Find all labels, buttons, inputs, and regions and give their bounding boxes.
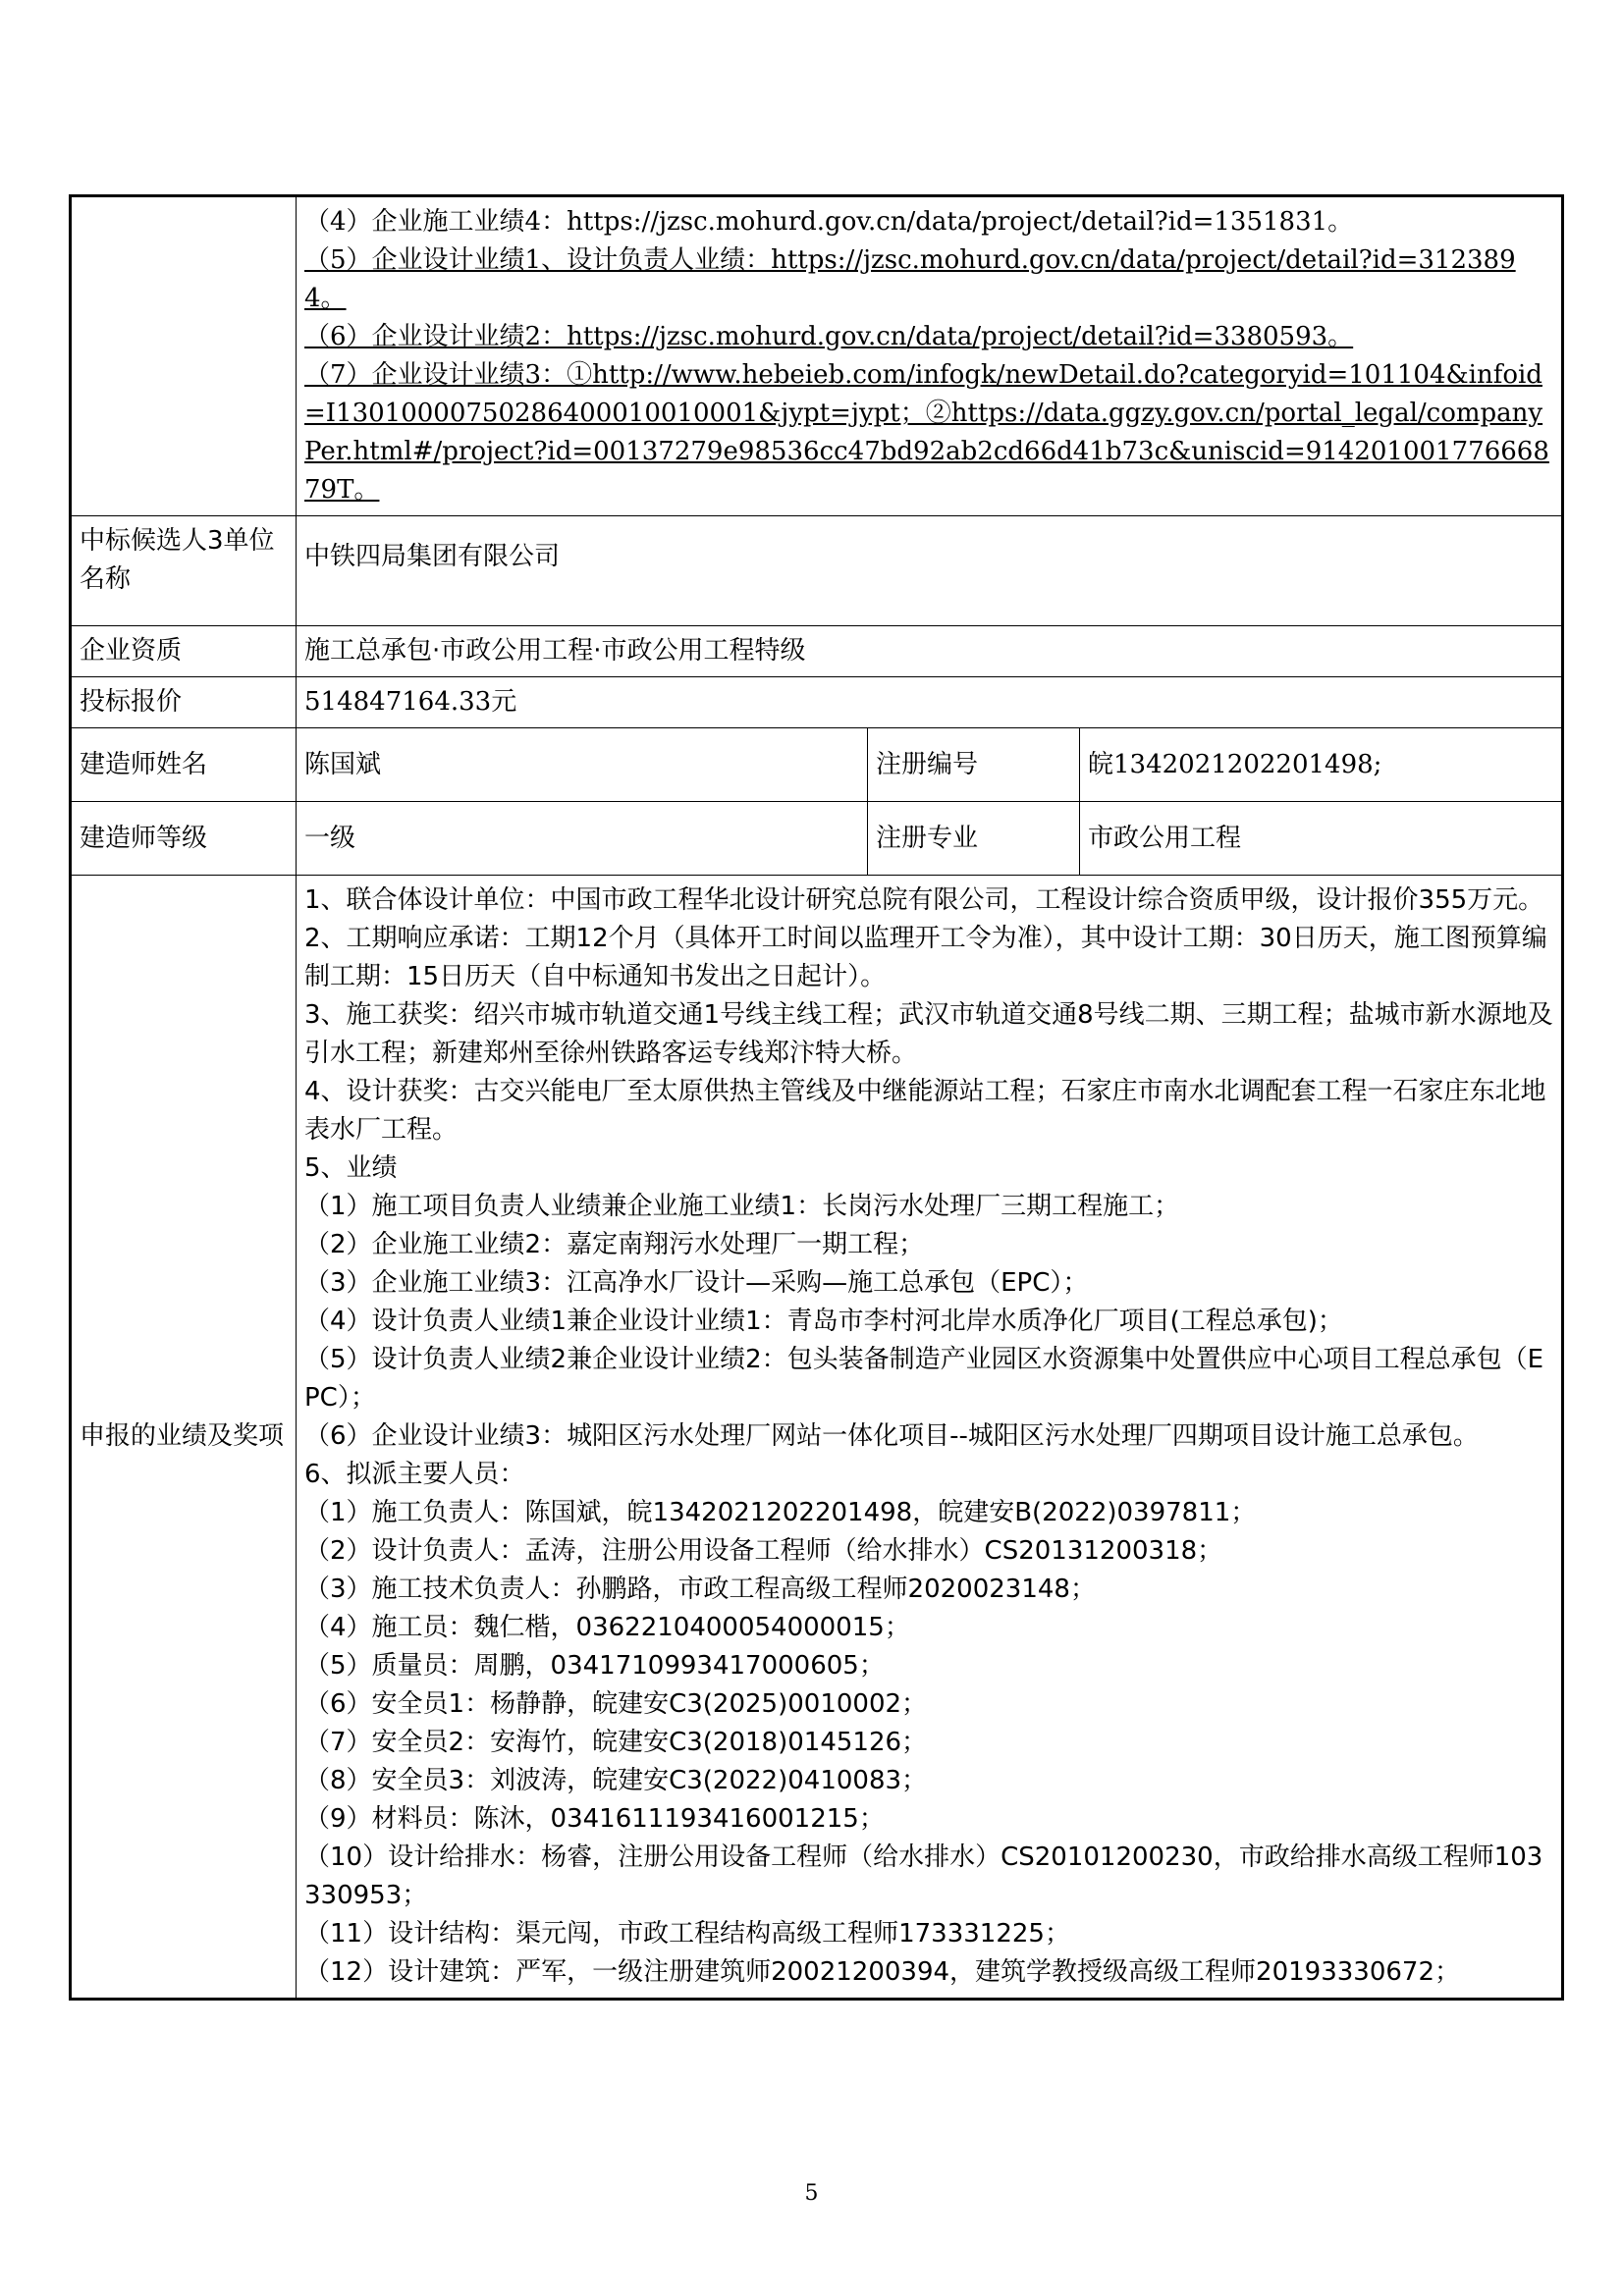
prev-line-4[interactable]: （7）企业设计业绩3：①http://www.hebeieb.com/infogk/newDetail.do?categoryid=101104&infoid=I13010000750286400010010001&jypt=jypt；②https://data.ggzy.gov.cn/portal_legal/companyPer.html#/project?id=00137279e98536cc47bd92ab2cd66d41b73c&uniscid=91420100177666879T。 [304,360,1549,505]
builder-level-value: 一级 [297,802,868,876]
level-row [71,802,1563,876]
qualification-label: 企业资质 [71,626,297,677]
perf-line-7: （2）企业施工业绩2：嘉定南翔污水处理厂一期工程； [304,1230,925,1259]
candidate-name-value: 中铁四局集团有限公司 [297,516,1563,626]
prev-performance-cell [297,196,1563,516]
perf-line-2: 2、工期响应承诺：工期12个月（具体开工时间以监理开工令为准），其中设计工期：30日历天，施工图预算编制工期：15日历天（自中标通知书发出之日起计）。 [304,924,1547,991]
builder-row [71,728,1563,802]
reg-major-label: 注册专业 [868,802,1080,876]
candidate-name-label: 中标候选人3单位名称 [71,516,297,626]
perf-line-4: 4、设计获奖：古交兴能电厂至太原供热主管线及中继能源站工程；石家庄市南水北调配套工程一石家庄东北地表水厂工程。 [304,1077,1546,1145]
bid-price-label: 投标报价 [71,677,297,728]
perf-line-24: （12）设计建筑：严军，一级注册建筑师20021200394，建筑学教授级高级工程师20193330672； [304,1957,1461,1987]
perf-line-20: （8）安全员3：刘波涛，皖建安C3(2022)0410083； [304,1766,928,1795]
perf-line-11: （6）企业设计业绩3：城阳区污水处理厂网站一体化项目--城阳区污水处理厂四期项目设计施工总承包。 [304,1421,1479,1451]
qualification-value: 施工总承包·市政公用工程·市政公用工程特级 [297,626,1563,677]
bid-result-table [69,194,1564,2001]
perf-line-21: （9）材料员：陈沐，0341611193416001215； [304,1804,885,1834]
qualification-row [71,626,1563,677]
perf-line-17: （5）质量员：周鹏，0341710993417000605； [304,1651,885,1681]
perf-line-6: （1）施工项目负责人业绩兼企业施工业绩1：长岗污水处理厂三期工程施工； [304,1192,1180,1221]
performance-label: 申报的业绩及奖项 [71,876,297,2000]
prev-line-3[interactable]: （6）企业设计业绩2：https://jzsc.mohurd.gov.cn/data/project/detail?id=3380593。 [304,322,1354,351]
perf-line-15: （3）施工技术负责人：孙鹏路，市政工程高级工程师2020023148； [304,1575,1096,1604]
reg-major-value: 市政公用工程 [1080,802,1563,876]
performance-cell [297,876,1563,2000]
perf-line-5: 5、业绩 [304,1153,398,1183]
perf-line-19: （7）安全员2：安海竹，皖建安C3(2018)0145126； [304,1728,928,1757]
perf-line-9: （4）设计负责人业绩1兼企业设计业绩1：青岛市李村河北岸水质净化厂项目(工程总承包)； [304,1307,1343,1336]
builder-name-label: 建造师姓名 [71,728,297,802]
prev-line-1: （4）企业施工业绩4：https://jzsc.mohurd.gov.cn/data/project/detail?id=1351831。 [304,207,1354,237]
builder-name-value: 陈国斌 [297,728,868,802]
perf-line-12: 6、拟派主要人员： [304,1460,525,1489]
perf-line-3: 3、施工获奖：绍兴市城市轨道交通1号线主线工程；武汉市轨道交通8号线二期、三期工程；盐城市新水源地及引水工程；新建郑州至徐州铁路客运专线郑汴特大桥。 [304,1000,1553,1068]
prev-label-cell [71,196,297,516]
candidate-name-row [71,516,1563,626]
builder-level-label: 建造师等级 [71,802,297,876]
perf-line-22: （10）设计给排水：杨睿，注册公用设备工程师（给水排水）CS20101200230，市政给排水高级工程师103330953； [304,1842,1543,1910]
bid-price-value: 514847164.33元 [297,677,1563,728]
perf-line-16: （4）施工员：魏仁楷，0362210400054000015； [304,1613,910,1642]
reg-no-label: 注册编号 [868,728,1080,802]
perf-line-23: （11）设计结构：渠元闯，市政工程结构高级工程师173331225； [304,1919,1070,1949]
perf-line-14: （2）设计负责人：孟涛，注册公用设备工程师（给水排水）CS20131200318； [304,1536,1223,1566]
perf-line-8: （3）企业施工业绩3：江高净水厂设计—采购—施工总承包（EPC）； [304,1268,1089,1298]
perf-line-18: （6）安全员1：杨静静，皖建安C3(2025)0010002； [304,1689,928,1719]
perf-line-1: 1、联合体设计单位：中国市政工程华北设计研究总院有限公司，工程设计综合资质甲级，设计报价355万元。 [304,885,1544,915]
bid-price-row [71,677,1563,728]
perf-line-10: （5）设计负责人业绩2兼企业设计业绩2：包头装备制造产业园区水资源集中处置供应中心项目工程总承包（EPC）； [304,1345,1544,1413]
reg-no-value: 皖1342021202201498; [1080,728,1563,802]
page-number: 5 [804,2181,819,2206]
perf-line-13: （1）施工负责人：陈国斌，皖1342021202201498，皖建安B(2022)0397811； [304,1498,1257,1527]
prev-performance-row [71,196,1563,516]
prev-line-2[interactable]: （5）企业设计业绩1、设计负责人业绩：https://jzsc.mohurd.gov.cn/data/project/detail?id=3123894。 [304,245,1516,313]
performance-row [71,876,1563,2000]
